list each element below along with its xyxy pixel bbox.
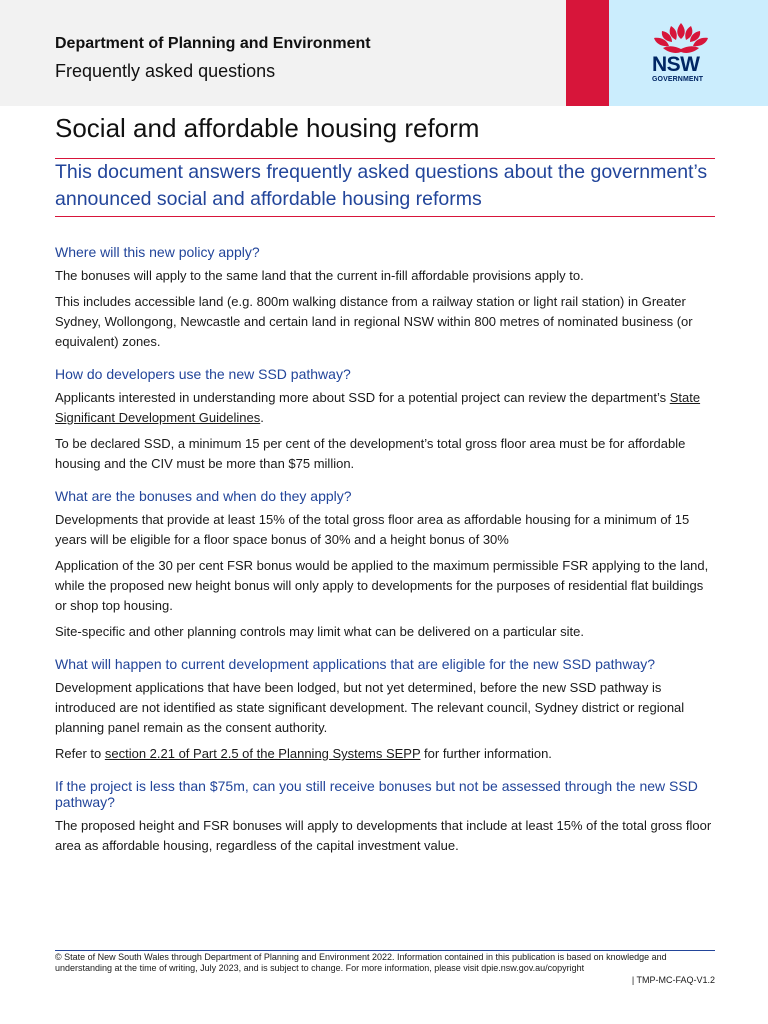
faq-answer: Development applications that have been lodged, but not yet determined, before the new SSD pathway is introduced are not identified as state significant development. The relevant council, Sydney district or regional planning panel remain as the consent authority. xyxy=(55,680,685,735)
faq-question: What will happen to current development applications that are eligible for the new SSD pathway? xyxy=(55,656,656,672)
faq-answer: The proposed height and FSR bonuses will apply to developments that include at least 15% of the total gross floor area as affordable housing, regardless of the capital investment value. xyxy=(55,818,712,853)
faq-question: How do developers use the new SSD pathway? xyxy=(55,366,351,382)
faq-question: If the project is less than $75m, can you still receive bonuses but not be assessed through the new SSD pathway? xyxy=(55,778,698,810)
waratah-icon xyxy=(649,22,713,56)
footer-template-code: | TMP-MC-FAQ-V1.2 xyxy=(631,975,715,985)
faq-answer: Application of the 30 per cent FSR bonus would be applied to the maximum permissible FSR applying to the land, while the proposed new height bonus will only apply to developments for the purposes of residential flat buildings or shop top housing. xyxy=(55,558,709,613)
department-name: Department of Planning and Environment xyxy=(55,35,371,52)
nsw-government-logo xyxy=(609,0,768,106)
footer-divider xyxy=(55,950,715,951)
faq-answer: Site-specific and other planning controls may limit what can be delivered on a particular site. xyxy=(55,624,584,639)
subtitle-divider xyxy=(55,216,715,217)
answer-text: . xyxy=(260,410,264,425)
faq-question: Where will this new policy apply? xyxy=(55,244,260,260)
logo-government-text: GOVERNMENT xyxy=(652,76,704,83)
faq-answer: The bonuses will apply to the same land that the current in-fill affordable provisions apply to. xyxy=(55,268,584,283)
faq-section-current-applications xyxy=(55,656,717,764)
faq-content xyxy=(55,244,717,870)
ssd-guidelines-link[interactable]: State Significant Development Guidelines xyxy=(55,390,701,425)
faq-section-policy-apply xyxy=(55,244,717,352)
faq-section-under-75m xyxy=(55,778,717,856)
logo-nsw-text: NSW xyxy=(652,53,700,76)
document-type: Frequently asked questions xyxy=(55,61,276,81)
faq-answer xyxy=(55,744,717,764)
faq-answer: Developments that provide at least 15% of the total gross floor area as affordable housing for a minimum of 15 years will be eligible for a floor space bonus of 30% and a height bonus of 30% xyxy=(55,512,690,547)
page-title: Social and affordable housing reform xyxy=(55,113,480,143)
page-subtitle: This document answers frequently asked questions about the government’s announced social and affordable housing reforms xyxy=(55,161,708,210)
planning-systems-sepp-link[interactable]: section 2.21 of Part 2.5 of the Planning Systems SEPP xyxy=(104,746,421,761)
faq-answer: This includes accessible land (e.g. 800m walking distance from a railway station or light rail station) in Greater Sydney, Wollongong, Newcastle and certain land in regional NSW within 800 metres of nominated business (or equivalent) zones. xyxy=(55,294,693,349)
answer-text: Refer to xyxy=(55,746,105,761)
header-red-strip xyxy=(566,0,609,106)
faq-question: What are the bonuses and when do they apply? xyxy=(55,488,352,504)
faq-section-bonuses xyxy=(55,488,717,642)
faq-section-ssd-pathway xyxy=(55,366,717,474)
faq-answer: To be declared SSD, a minimum 15 per cent of the development’s total gross floor area must be for affordable housing and the CIV must be more than $75 million. xyxy=(55,436,686,471)
answer-text: for further information. xyxy=(420,746,552,761)
faq-answer xyxy=(55,388,717,428)
answer-text: Applicants interested in understanding more about SSD for a potential project can review the department’s xyxy=(55,390,670,405)
footer-copyright: © State of New South Wales through Department of Planning and Environment 2022. Information contained in this publication is based on knowledge and understanding at the time of writing, July 2023, and is subject to change. For more information, please visit dpie.nsw.gov.au/copyright xyxy=(55,952,667,973)
